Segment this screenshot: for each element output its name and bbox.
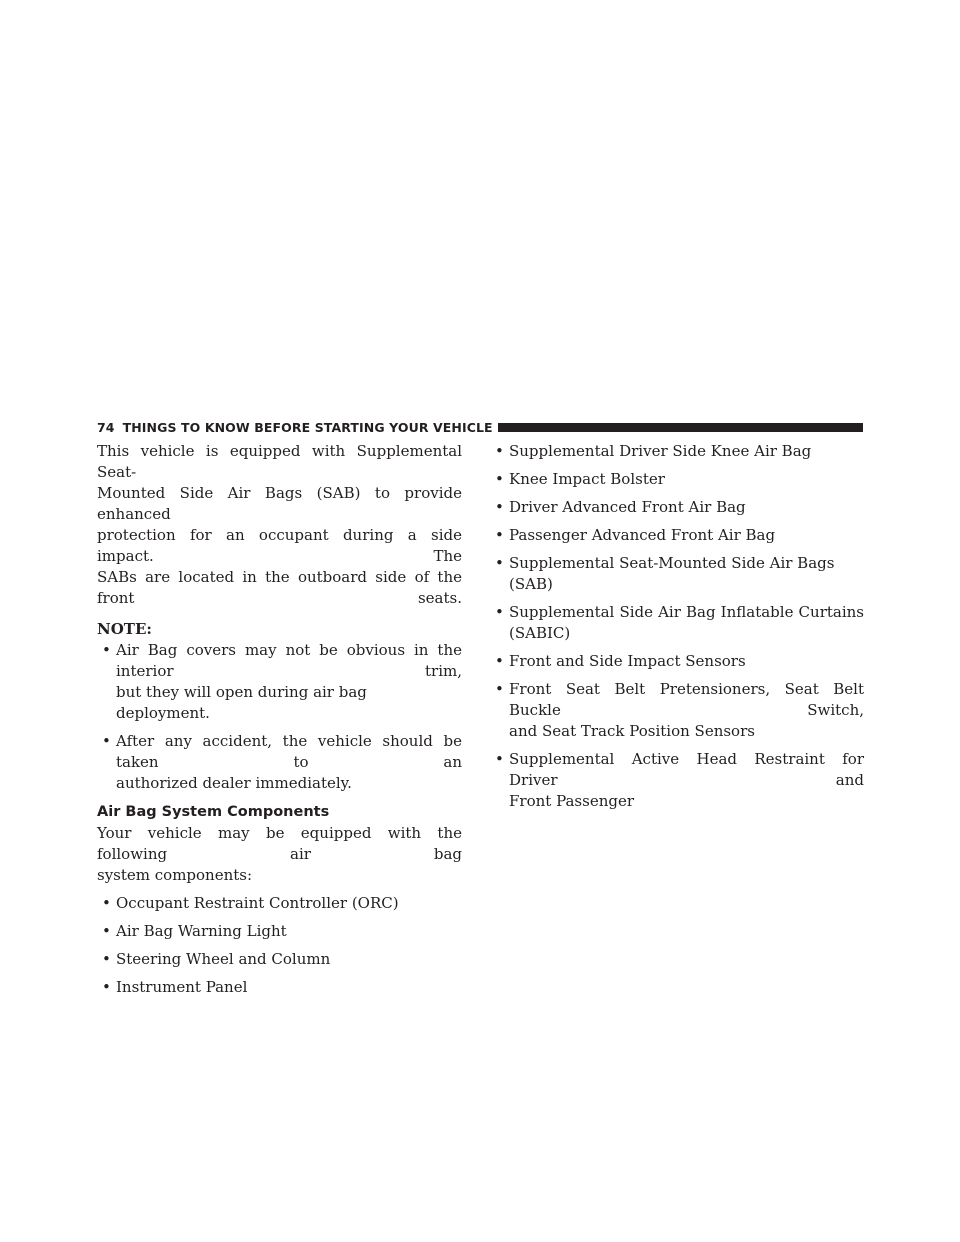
bullet-icon: • — [495, 526, 504, 544]
note-list — [97, 640, 462, 794]
bullet-icon: • — [495, 680, 504, 698]
list-item: • Air Bag covers may not be obvious in the interior trim, but they will open during air bag deployment. — [102, 641, 462, 722]
bullet-icon: • — [102, 894, 111, 912]
bullet-icon: • — [102, 922, 111, 940]
list-item: • After any accident, the vehicle should be taken to an authorized dealer immediately. — [102, 732, 462, 792]
bullet-icon: • — [495, 554, 504, 572]
intro-line: protection for an occupant during a side impact. The — [97, 526, 462, 565]
list-item: • Steering Wheel and Column — [102, 950, 331, 968]
section-heading: Air Bag System Components — [97, 804, 330, 820]
list-item: • Supplemental Driver Side Knee Air Bag — [495, 442, 812, 460]
list-item: • Front Seat Belt Pretensioners, Seat Belt Buckle Switch, and Seat Track Position Sensors — [495, 680, 864, 740]
list-item: • Supplemental Seat-Mounted Side Air Bags (SAB) — [495, 554, 835, 593]
list-item: • Knee Impact Bolster — [495, 470, 665, 488]
page-number: 74 — [97, 419, 115, 435]
bullet-icon: • — [102, 732, 111, 750]
list-item: • Passenger Advanced Front Air Bag — [495, 526, 776, 544]
bullet-icon: • — [102, 978, 111, 996]
intro-line: This vehicle is equipped with Supplemental Seat- — [97, 442, 462, 481]
right-column — [490, 441, 864, 819]
left-column — [97, 441, 462, 1005]
section-intro: Your vehicle may be equipped with the following air bag system components: — [97, 824, 462, 884]
list-item: • Occupant Restraint Controller (ORC) — [102, 894, 399, 912]
intro-line: Mounted Side Air Bags (SAB) to provide enhanced — [97, 484, 462, 523]
bullet-icon: • — [495, 603, 504, 621]
list-item: • Driver Advanced Front Air Bag — [495, 498, 746, 516]
bullet-icon: • — [495, 750, 504, 768]
bullet-icon: • — [495, 652, 504, 670]
bullet-icon: • — [495, 498, 504, 516]
bullet-icon: • — [102, 641, 111, 659]
note-label: NOTE: — [97, 620, 152, 638]
components-list-right — [490, 441, 864, 812]
header-rule — [498, 423, 863, 432]
bullet-icon: • — [495, 442, 504, 460]
list-item: • Air Bag Warning Light — [102, 922, 287, 940]
section-title: THINGS TO KNOW BEFORE STARTING YOUR VEHICLE — [122, 419, 493, 435]
list-item: • Instrument Panel — [102, 978, 248, 996]
list-item: • Supplemental Side Air Bag Inflatable Curtains (SABIC) — [495, 603, 864, 642]
intro-paragraph — [97, 441, 462, 609]
bullet-icon: • — [495, 470, 504, 488]
page-header — [97, 416, 863, 438]
list-item: • Supplemental Active Head Restraint for Driver and Front Passenger — [495, 750, 864, 810]
bullet-icon: • — [102, 950, 111, 968]
intro-line: SABs are located in the outboard side of the front seats. — [97, 568, 462, 607]
components-list-left — [97, 893, 462, 998]
list-item: • Front and Side Impact Sensors — [495, 652, 746, 670]
